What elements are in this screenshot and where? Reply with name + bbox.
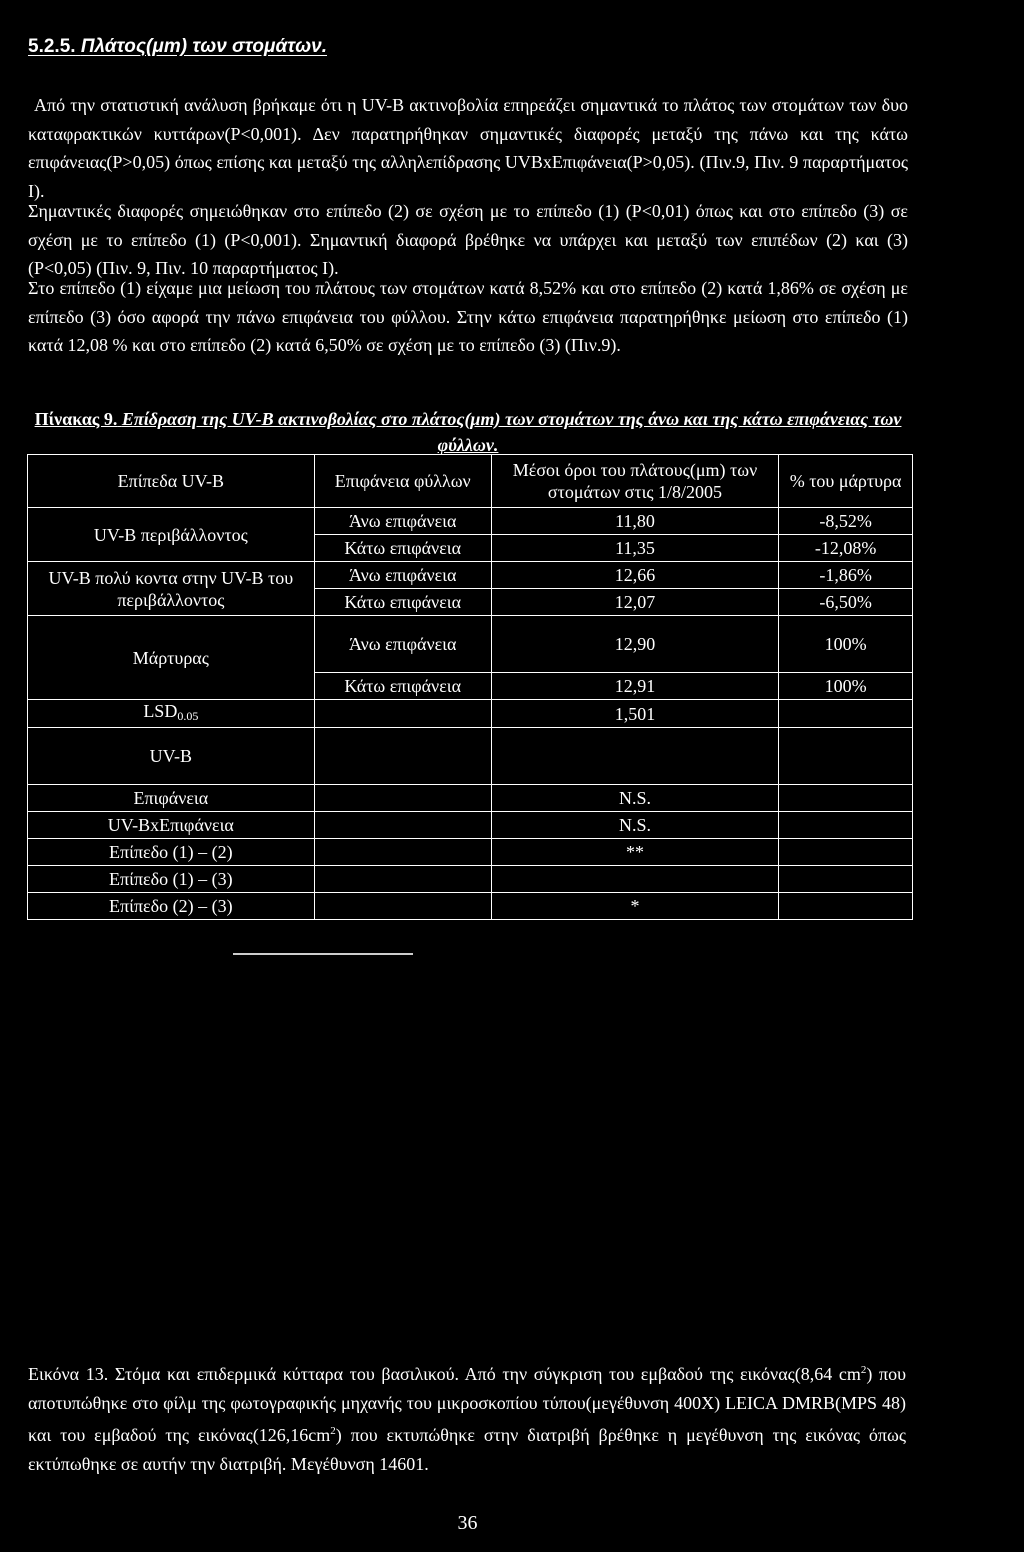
table-row (28, 508, 913, 535)
mean-cell: 11,35 (491, 535, 778, 562)
significance-label: Επίπεδο (1) – (2) (28, 839, 315, 866)
mean-cell: 12,91 (491, 673, 778, 700)
header-uvb-levels: Επίπεδα UV-B (28, 455, 315, 508)
empty-cell (314, 839, 491, 866)
paragraph-text: Στο επίπεδο (1) είχαμε μια μείωση του πλάτους των στομάτων κατά 8,52% και στο επίπεδο (2) κατά 1,86% σε σχέση με επίπεδο (3) όσο αφορά την πάνω επιφάνεια του φύλλου. Στην κάτω επιφάνεια παρατηρήθηκε μείωση στο επίπεδο (1) κατά 12,08 % και στο επίπεδο (2) κατά 6,50% σε σχέση με το επίπεδο (3) (Πιν.9). (28, 278, 908, 355)
lsd-label (28, 700, 315, 728)
empty-cell (779, 866, 913, 893)
caption-text-2: ) που αποτυπώθηκε στο φίλμ της φωτογραφικής μηχανής του μικροσκοπίου τύπου(μεγέθυνση 400X) LEICA DMRB(MPS 48) και του εμβαδού της εικόνας(126,16cm (28, 1364, 906, 1445)
mean-cell: 12,07 (491, 589, 778, 616)
header-percent-control: % του μάρτυρα (779, 455, 913, 508)
paragraph-text: Σημαντικές διαφορές σημειώθηκαν στο επίπεδο (2) σε σχέση με το επίπεδο (1) (P<0,01) όπως και στο επίπεδο (3) σε σχέση με το επίπεδο (1) (P<0,001). Σημαντική διαφορά βρέθηκε να υπάρχει και μεταξύ των επιπέδων (2) και (3) (P<0,05) (Πιν. 9, Πιν. 10 παραρτήματος Ι). (28, 201, 908, 278)
significance-label: Επίπεδο (2) – (3) (28, 893, 315, 920)
significance-row (28, 866, 913, 893)
stomata-width-table (27, 454, 913, 920)
surface-cell: Κάτω επιφάνεια (314, 673, 491, 700)
percent-cell: -1,86% (779, 562, 913, 589)
paragraph-percent-reduction (28, 274, 908, 360)
figure-caption (28, 1356, 906, 1478)
header-leaf-surface: Επιφάνεια φύλλων (314, 455, 491, 508)
lsd-row (28, 700, 913, 728)
paragraph-text: Από την στατιστική ανάλυση βρήκαμε ότι η UV-B ακτινοβολία επηρεάζει σημαντικά το πλάτος των στομάτων των δυο καταφρακτικών κυττάρων(P<0,001). Δεν παρατηρήθηκαν σημαντικές διαφορές μεταξύ της πάνω και της κάτω επιφάνειας(P>0,05) όπως επίσης και μεταξύ της αλληλεπίδρασης UVBxΕπιφάνεια(P>0,05). (Πιν.9, Πιν. 9 παραρτήματος Ι). (28, 95, 908, 201)
lsd-value: 1,501 (491, 700, 778, 728)
lsd-text: LSD (143, 701, 178, 721)
empty-cell (779, 812, 913, 839)
caption-sup-1: 2 (860, 1364, 867, 1376)
empty-cell (779, 893, 913, 920)
group-label: Μάρτυρας (28, 616, 315, 700)
significance-value: N.S. (491, 785, 778, 812)
empty-cell (314, 728, 491, 785)
percent-cell: -8,52% (779, 508, 913, 535)
micrograph-image-area (28, 965, 908, 1325)
empty-cell (779, 785, 913, 812)
surface-cell: Κάτω επιφάνεια (314, 535, 491, 562)
mean-cell: 12,66 (491, 562, 778, 589)
section-number: 5.2.5. (28, 36, 76, 57)
group-label: UV-B πολύ κοντα στην UV-B του περιβάλλοντος (28, 562, 315, 616)
significance-label: Επίπεδο (1) – (3) (28, 866, 315, 893)
significance-label: UV-B (28, 728, 315, 785)
table-row (28, 562, 913, 589)
group-label: UV-B περιβάλλοντος (28, 508, 315, 562)
mean-cell: 12,90 (491, 616, 778, 673)
surface-cell: Άνω επιφάνεια (314, 562, 491, 589)
significance-value: * (491, 893, 778, 920)
lsd-subscript: 0.05 (177, 709, 199, 723)
empty-cell (314, 812, 491, 839)
surface-cell: Άνω επιφάνεια (314, 508, 491, 535)
significance-row (28, 839, 913, 866)
significance-row (28, 812, 913, 839)
table-title: Επίδραση της UV-B ακτινοβολίας στο πλάτος(μm) των στομάτων της άνω και της κάτω επιφάνειας των φύλλων. (121, 409, 902, 455)
significance-label: Επιφάνεια (28, 785, 315, 812)
significance-value (491, 728, 778, 785)
surface-cell: Άνω επιφάνεια (314, 616, 491, 673)
significance-label: UV-BxΕπιφάνεια (28, 812, 315, 839)
empty-cell (779, 700, 913, 728)
empty-cell (314, 700, 491, 728)
percent-cell: 100% (779, 673, 913, 700)
empty-cell (779, 839, 913, 866)
empty-cell (314, 866, 491, 893)
section-heading (28, 36, 327, 58)
header-mean-width: Μέσοι όροι του πλάτους(μm) των στομάτων στις 1/8/2005 (491, 455, 778, 508)
caption-sup-2: 2 (330, 1425, 336, 1437)
significance-row (28, 893, 913, 920)
percent-cell: 100% (779, 616, 913, 673)
paragraph-statistical-analysis (28, 91, 908, 205)
percent-cell: -12,08% (779, 535, 913, 562)
significance-row (28, 728, 913, 785)
significance-value: N.S. (491, 812, 778, 839)
caption-text-3: ) που εκτυπώθηκε στην διατριβή βρέθηκε η μεγέθυνση της εικόνας όπως εκτύπωθηκε σε αυτήν την διατριβή. Μεγέθυνση 14601. (28, 1425, 906, 1474)
empty-cell (314, 785, 491, 812)
table-label: Πίνακας 9. (34, 409, 118, 429)
page-number: 36 (457, 1512, 478, 1534)
paragraph-level-differences (28, 197, 908, 283)
mean-cell: 11,80 (491, 508, 778, 535)
caption-text-1: Εικόνα 13. Στόμα και επιδερμικά κύτταρα του βασιλικού. Από την σύγκριση του εμβαδού της εικόνας(8,64 cm (28, 1364, 861, 1384)
significance-row (28, 785, 913, 812)
significance-value (491, 866, 778, 893)
empty-cell (314, 893, 491, 920)
table-row (28, 616, 913, 673)
section-title: Πλάτος(μm) των στομάτων. (80, 36, 328, 57)
significance-value: ** (491, 839, 778, 866)
percent-cell: -6,50% (779, 589, 913, 616)
empty-cell (779, 728, 913, 785)
divider-rule (233, 953, 413, 955)
surface-cell: Κάτω επιφάνεια (314, 589, 491, 616)
table-caption (28, 406, 908, 458)
